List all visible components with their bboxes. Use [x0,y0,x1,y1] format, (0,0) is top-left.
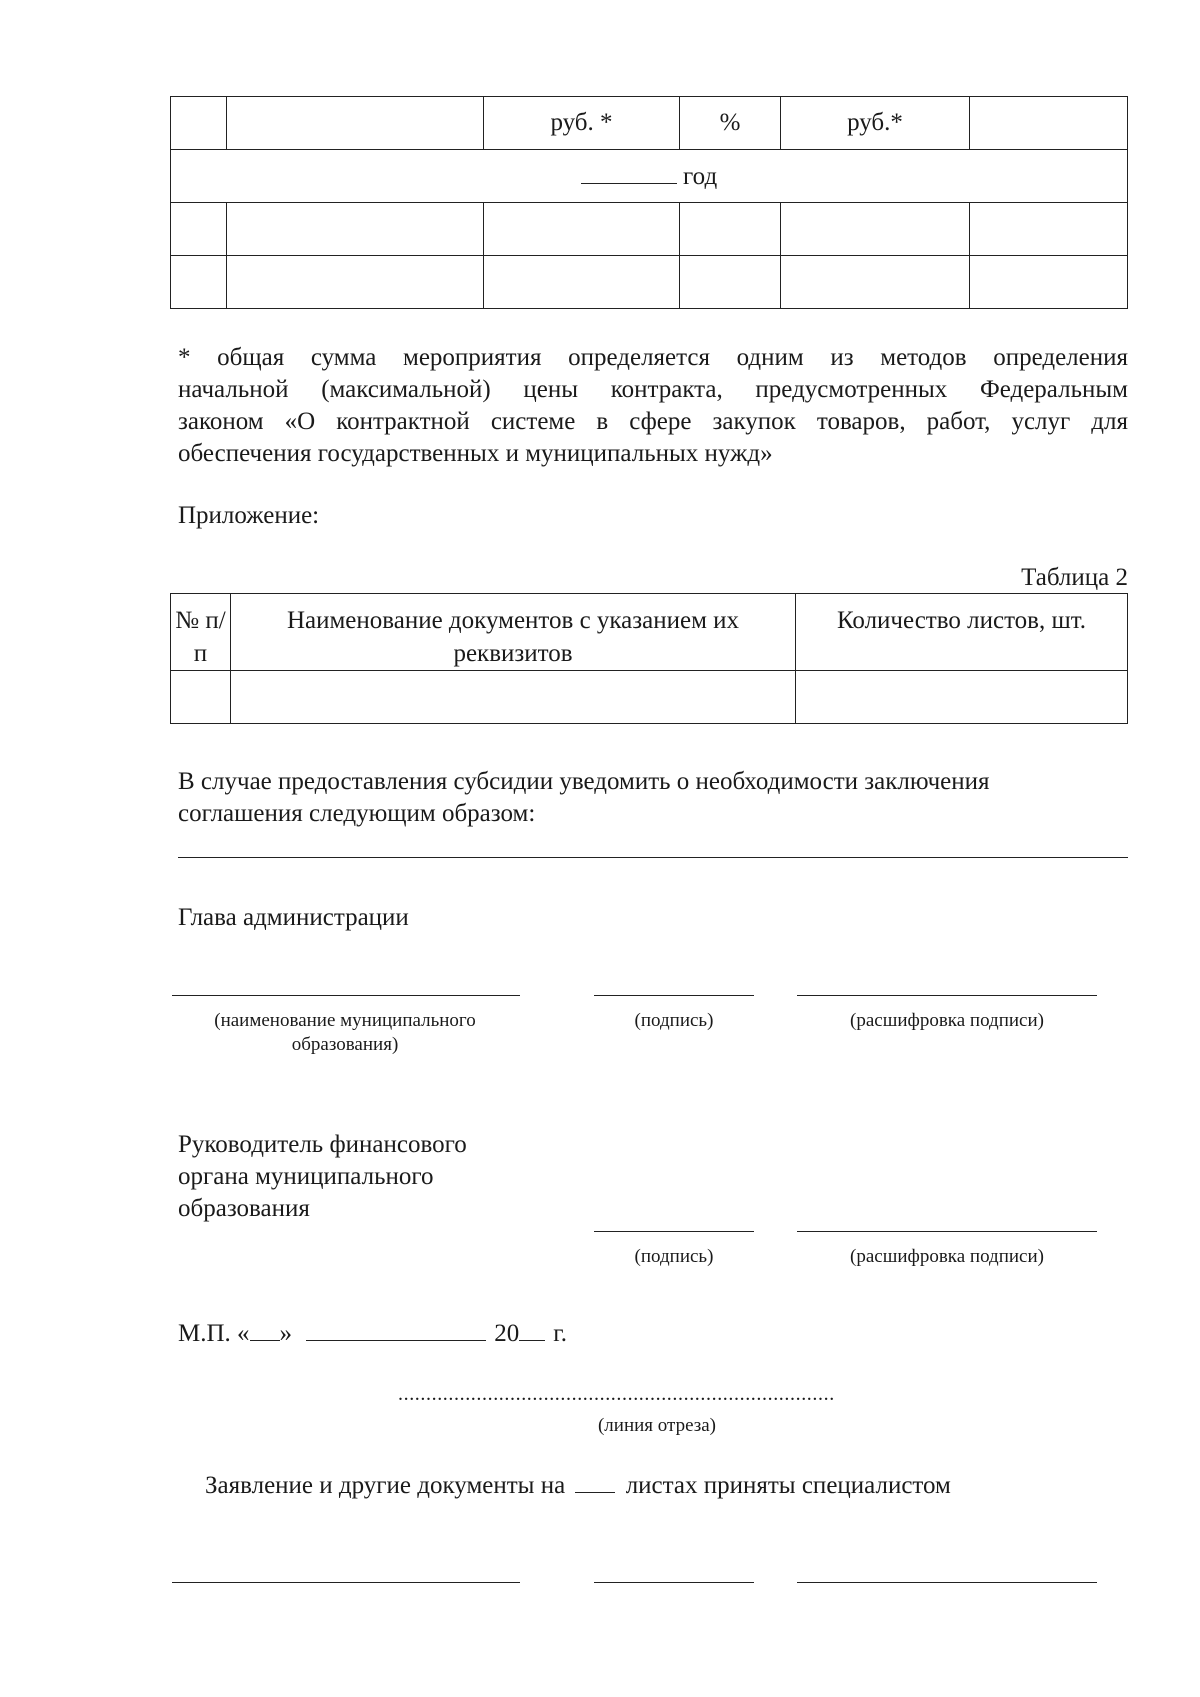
table-cell [970,97,1128,150]
decode-line [797,995,1097,996]
col-num-header: № п/п [171,594,231,671]
year-blank [519,1318,545,1341]
table2-caption: Таблица 2 [1021,564,1128,591]
cut-line-dots: .............................................................................. [398,1383,835,1405]
table-cell [171,97,227,150]
table-row [171,203,1128,256]
signature-line [172,1582,520,1583]
table-row [171,97,1128,150]
footnote-line: * общая сумма мероприятия определяется одним из методов определения [178,344,1128,371]
year-prefix: 20 [494,1320,520,1347]
year-cell [171,150,1128,203]
footnote-line: обеспечения государственных и муниципальных нужд» [178,440,773,467]
day-blank [250,1318,280,1341]
appendix-label: Приложение: [178,502,320,529]
year-suffix: г. [553,1320,567,1347]
footnote-line: законом «О контрактной системе в сфере закупок товаров, работ, услуг для [178,408,1128,435]
finance-line: Руководитель финансового [178,1131,467,1158]
table-cell [227,97,484,150]
notice-line: соглашения следующим образом: [178,800,536,827]
caption-org: (наименование муниципального образования) [214,1010,476,1055]
table-cell-percent: % [680,97,781,150]
receipt-after: листах приняты специалистом [625,1472,951,1499]
notice [178,766,1128,830]
signature-line [594,1231,754,1232]
footnote-line: начальной (максимальной) цены контракта, предусмотренных Федеральным [178,376,1128,403]
cut-line-label: (линия отреза) [597,1415,717,1436]
footnote [178,342,1128,470]
signature-line [797,1582,1097,1583]
caption-sign: (подпись) [634,1246,714,1267]
quote-close: » [279,1320,293,1347]
head-title: Глава администрации [178,904,409,931]
notice-blank-line [178,857,1128,858]
documents-table [170,593,1128,724]
stamp-mp: М.П. « [178,1320,250,1347]
signature-line [594,1582,754,1583]
receipt-before: Заявление и другие документы на [205,1472,566,1499]
budget-table [170,96,1128,309]
receipt-text [205,1470,951,1502]
table-cell-rub: руб. * [484,97,680,150]
col-count-header: Количество листов, шт. [796,594,1128,671]
table-row [171,256,1128,309]
year-label: год [683,163,718,190]
caption-decode: (расшифровка подписи) [850,1246,1044,1267]
decode-line [797,1231,1097,1232]
table-row [171,671,1128,724]
notice-line: В случае предоставления субсидии уведомить о необходимости заключения [178,768,990,795]
table-row-year [171,150,1128,203]
caption-decode: (расшифровка подписи) [850,1010,1044,1031]
stamp-date [178,1318,567,1350]
month-blank [306,1318,486,1341]
finance-line: органа муниципального [178,1163,434,1190]
finance-line: образования [178,1195,310,1222]
finance-title [178,1129,467,1225]
org-signature-line [172,995,520,996]
sheets-blank [575,1470,615,1493]
year-blank [581,161,677,184]
col-name-header: Наименование документов с указанием их реквизитов [231,594,796,671]
table-header-row [171,594,1128,671]
signature-line [594,995,754,996]
caption-sign: (подпись) [634,1010,714,1031]
table-cell-rub: руб.* [781,97,970,150]
